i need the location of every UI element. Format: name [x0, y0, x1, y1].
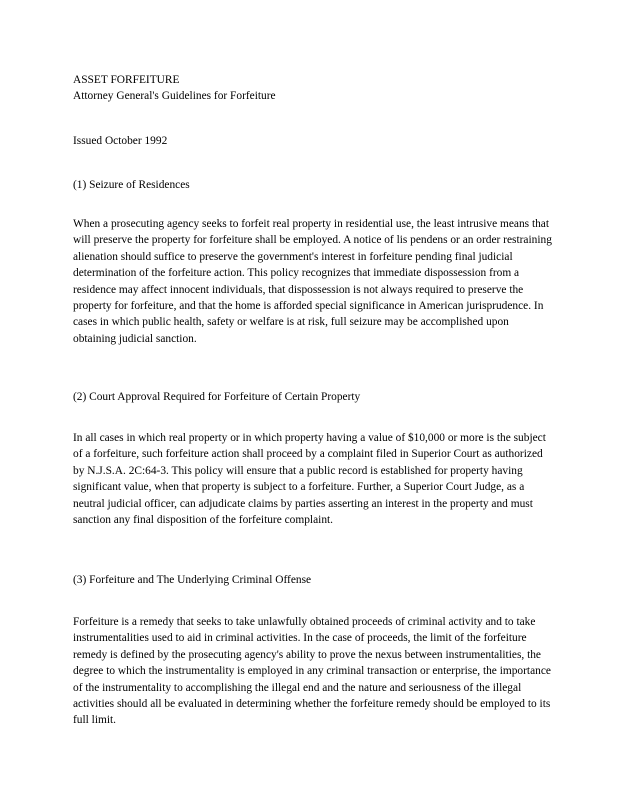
document-subtitle: Attorney General's Guidelines for Forfeiture [73, 90, 276, 102]
section-body-court-approval: In all cases in which real property or in which property having a value of $10,000 or more is the subject of a forfeiture, such forfeiture action shall proceed by a complaint filed in Superior Court as authorized by N.J.S.A. 2C:64-3. This policy will ensure that a public record is established for property having significant value, when that property is subject to a forfeiture. Further, a Superior Court Judge, as a neutral judicial officer, can adjudicate claims by parties asserting an interest in the property and must sanction any final disposition of the forfeiture complaint. [73, 432, 546, 527]
document-title: ASSET FORFEITURE [73, 74, 180, 86]
issued-date: Issued October 1992 [73, 135, 168, 147]
section-body-seizure-of-residences: When a prosecuting agency seeks to forfeit real property in residential use, the least intrusive means that will preserve the property for forfeiture shall be employed. A notice of lis pendens or an order restraining alienation should suffice to preserve the government's interest in forfeiture pending final judicial determination of the forfeiture action. This policy recognizes that immediate dispossession from a residence may affect innocent individuals, that dispossession is not always required to preserve the property for forfeiture, and that the home is afforded special significance in American jurisprudence. In cases in which public health, safety or welfare is at risk, full seizure may be accomplished upon obtaining judicial sanction. [73, 218, 552, 345]
section-heading-seizure-of-residences: (1) Seizure of Residences [73, 179, 190, 191]
section-body-criminal-offense: Forfeiture is a remedy that seeks to take unlawfully obtained proceeds of criminal activity and to take instrumentalities used to aid in criminal activities. In the case of proceeds, the limit of the forfeiture remedy is defined by the prosecuting agency's ability to prove the nexus between instrumentalities, the degree to which the instrumentality is employed in any criminal transaction or enterprise, the importance of the instrumentality to accomplishing the illegal end and the nature and seriousness of the illegal activities should all be evaluated in determining whether the forfeiture remedy should be employed to its full limit. [73, 616, 551, 727]
section-heading-criminal-offense: (3) Forfeiture and The Underlying Criminal Offense [73, 574, 312, 586]
section-heading-court-approval: (2) Court Approval Required for Forfeiture of Certain Property [73, 391, 361, 403]
